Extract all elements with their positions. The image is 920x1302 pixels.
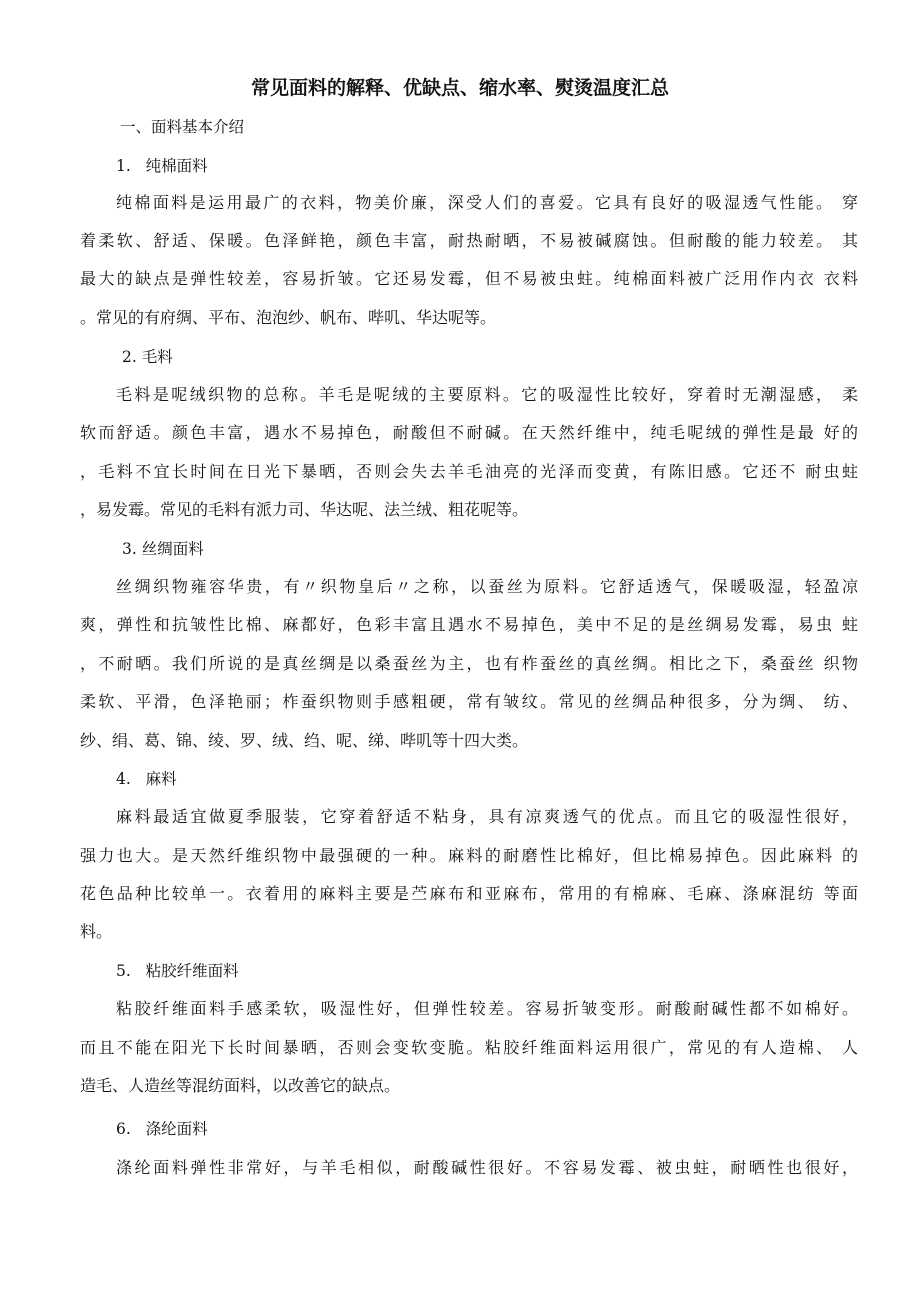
paragraph-line: 而且不能在阳光下长时间暴晒，否则会变软变脆。粘胶纤维面料运用很广，常见的有人造棉、 人 <box>80 1038 858 1057</box>
paragraph-line: 纱、绢、葛、锦、绫、罗、绒、绉、呢、绨、哔叽等十四大类。 <box>80 731 529 750</box>
paragraph-line: 毛料是呢绒织物的总称。羊毛是呢绒的主要原料。它的吸湿性比较好，穿着时无潮湿感， 柔 <box>116 385 858 404</box>
paragraph-line: 涤纶面料弹性非常好，与羊毛相似，耐酸碱性很好。不容易发霉、被虫蛀，耐晒性也很好， <box>116 1158 858 1177</box>
paragraph-line: ，易发霉。常见的毛料有派力司、华达呢、法兰绒、粗花呢等。 <box>80 500 529 519</box>
paragraph-line: ，不耐晒。我们所说的是真丝绸是以桑蚕丝为主，也有柞蚕丝的真丝绸。相比之下，桑蚕丝 织物 <box>80 654 858 673</box>
subsection-heading-silk: 3. 丝绸面料 <box>122 540 204 558</box>
paragraph-line: 柔软、平滑，色泽艳丽；柞蚕织物则手感粗硬，常有皱纹。常见的丝绸品种很多，分为绸、 纺、 <box>80 692 858 711</box>
paragraph-line: 纯棉面料是运用最广的衣料，物美价廉，深受人们的喜爱。它具有良好的吸湿透气性能。 穿 <box>116 193 858 212</box>
subsection-heading-wool: 2. 毛料 <box>122 348 173 366</box>
paragraph-line: ，毛料不宜长时间在日光下暴晒，否则会失去羊毛油亮的光泽而变黄，有陈旧感。它还不 耐虫蛀 <box>80 462 858 481</box>
paragraph-line: 麻料最适宜做夏季服装，它穿着舒适不粘身，具有凉爽透气的优点。而且它的吸湿性很好， <box>116 807 858 826</box>
paragraph-line: 最大的缺点是弹性较差，容易折皱。它还易发霉，但不易被虫蛀。纯棉面料被广泛用作内衣 衣料 <box>80 269 858 288</box>
paragraph-line: 强力也大。是天然纤维织物中最强硬的一种。麻料的耐磨性比棉好，但比棉易掉色。因此麻料 的 <box>80 846 858 865</box>
paragraph-line: 软而舒适。颜色丰富，遇水不易掉色，耐酸但不耐碱。在天然纤维中，纯毛呢绒的弹性是最 好的 <box>80 423 858 442</box>
paragraph-line: 花色品种比较单一。衣着用的麻料主要是苎麻布和亚麻布，常用的有棉麻、毛麻、涤麻混纺 等面 <box>80 884 858 903</box>
paragraph-line: 。常见的有府绸、平布、泡泡纱、帆布、哔叽、华达呢等。 <box>80 308 497 327</box>
paragraph-line: 丝绸织物雍容华贵，有〃织物皇后〃之称，以蚕丝为原料。它舒适透气，保暖吸湿，轻盈凉 <box>116 577 858 596</box>
paragraph-line: 粘胶纤维面料手感柔软，吸湿性好，但弹性较差。容易折皱变形。耐酸耐碱性都不如棉好。 <box>116 999 858 1018</box>
section-heading: 一、面料基本介绍 <box>120 118 245 136</box>
subsection-heading-linen: 4. 麻料 <box>116 770 177 788</box>
subsection-heading-viscose: 5. 粘胶纤维面料 <box>116 962 239 980</box>
paragraph-line: 料。 <box>80 922 113 941</box>
subsection-heading-polyester: 6. 涤纶面料 <box>116 1120 208 1138</box>
paragraph-line: 造毛、人造丝等混纺面料，以改善它的缺点。 <box>80 1076 401 1095</box>
subsection-heading-cotton: 1. 纯棉面料 <box>116 157 208 175</box>
document-title: 常见面料的解释、优缺点、缩水率、熨烫温度汇总 <box>250 77 669 99</box>
paragraph-line: 爽，弹性和抗皱性比棉、麻都好，色彩丰富且遇水不易掉色，美中不足的是丝绸易发霉，易虫 蛀 <box>80 615 858 634</box>
paragraph-line: 着柔软、舒适、保暖。色泽鲜艳，颜色丰富，耐热耐晒，不易被碱腐蚀。但耐酸的能力较差。 其 <box>80 231 858 250</box>
